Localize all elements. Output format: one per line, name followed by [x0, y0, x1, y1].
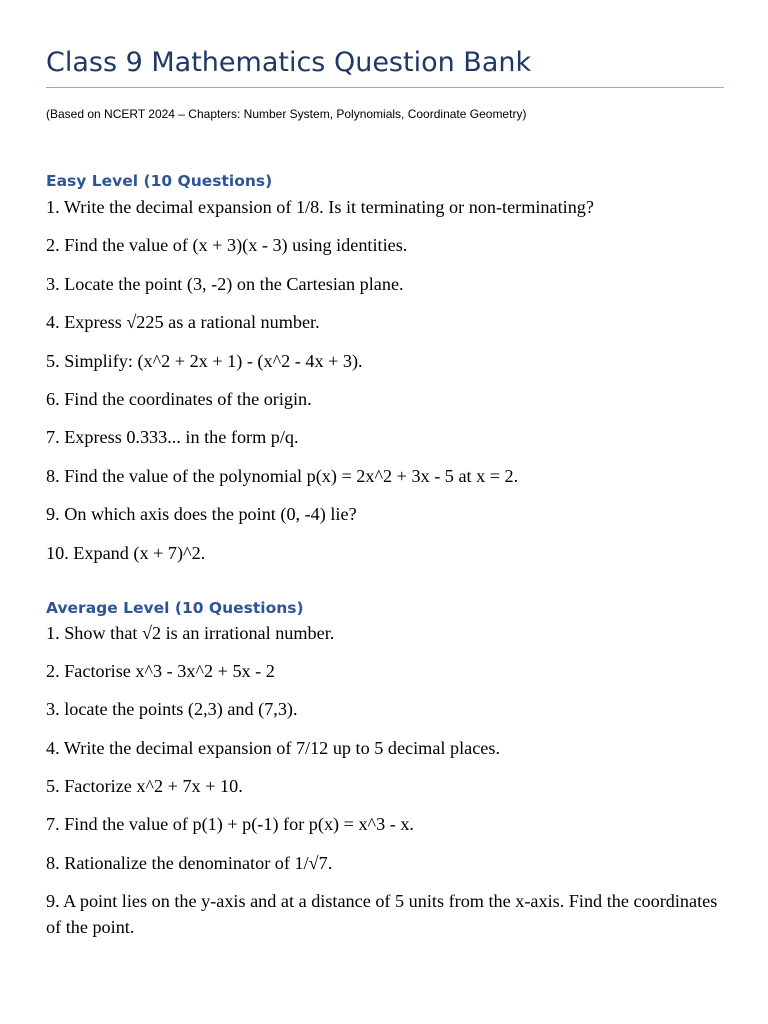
question-item: 9. A point lies on the y-axis and at a distance of 5 units from the x-axis. Find the coordinates of the point. [46, 891, 718, 938]
average-section [46, 597, 724, 941]
question-item: 6. Find the coordinates of the origin. [46, 388, 312, 409]
question-item: 5. Simplify: (x^2 + 2x + 1) - (x^2 - 4x + 3). [46, 350, 363, 371]
easy-section [46, 170, 724, 566]
question-item: 2. Factorise x^3 - 3x^2 + 5x - 2 [46, 660, 275, 681]
question-item: 2. Find the value of (x + 3)(x - 3) using identities. [46, 235, 408, 256]
question-item: 9. On which axis does the point (0, -4) lie? [46, 504, 357, 525]
page-subtitle: (Based on NCERT 2024 – Chapters: Number System, Polynomials, Coordinate Geometry) [46, 107, 527, 121]
question-item: 1. Write the decimal expansion of 1/8. Is it terminating or non-terminating? [46, 197, 594, 217]
page-title: Class 9 Mathematics Question Bank [46, 47, 532, 78]
question-item: 4. Express √225 as a rational number. [46, 312, 320, 333]
question-item: 5. Factorize x^2 + 7x + 10. [46, 776, 243, 797]
question-item: 3. locate the points (2,3) and (7,3). [46, 699, 298, 720]
average-question-list [46, 620, 724, 941]
question-item: 8. Find the value of the polynomial p(x) = 2x^2 + 3x - 5 at x = 2. [46, 465, 519, 486]
question-item: 3. Locate the point (3, -2) on the Cartesian plane. [46, 273, 404, 294]
question-item: 10. Expand (x + 7)^2. [46, 542, 206, 563]
easy-question-list [46, 194, 724, 566]
easy-section-heading: Easy Level (10 Questions) [46, 172, 273, 190]
question-item: 4. Write the decimal expansion of 7/12 up to 5 decimal places. [46, 737, 500, 758]
average-section-heading: Average Level (10 Questions) [46, 598, 304, 617]
question-item: 7. Find the value of p(1) + p(-1) for p(x) = x^3 - x. [46, 814, 414, 835]
document-page [46, 0, 724, 953]
question-item: 7. Express 0.333... in the form p/q. [46, 427, 299, 448]
question-item: 1. Show that √2 is an irrational number. [46, 622, 335, 643]
question-item: 8. Rationalize the denominator of 1/√7. [46, 852, 333, 873]
title-divider [46, 87, 724, 88]
